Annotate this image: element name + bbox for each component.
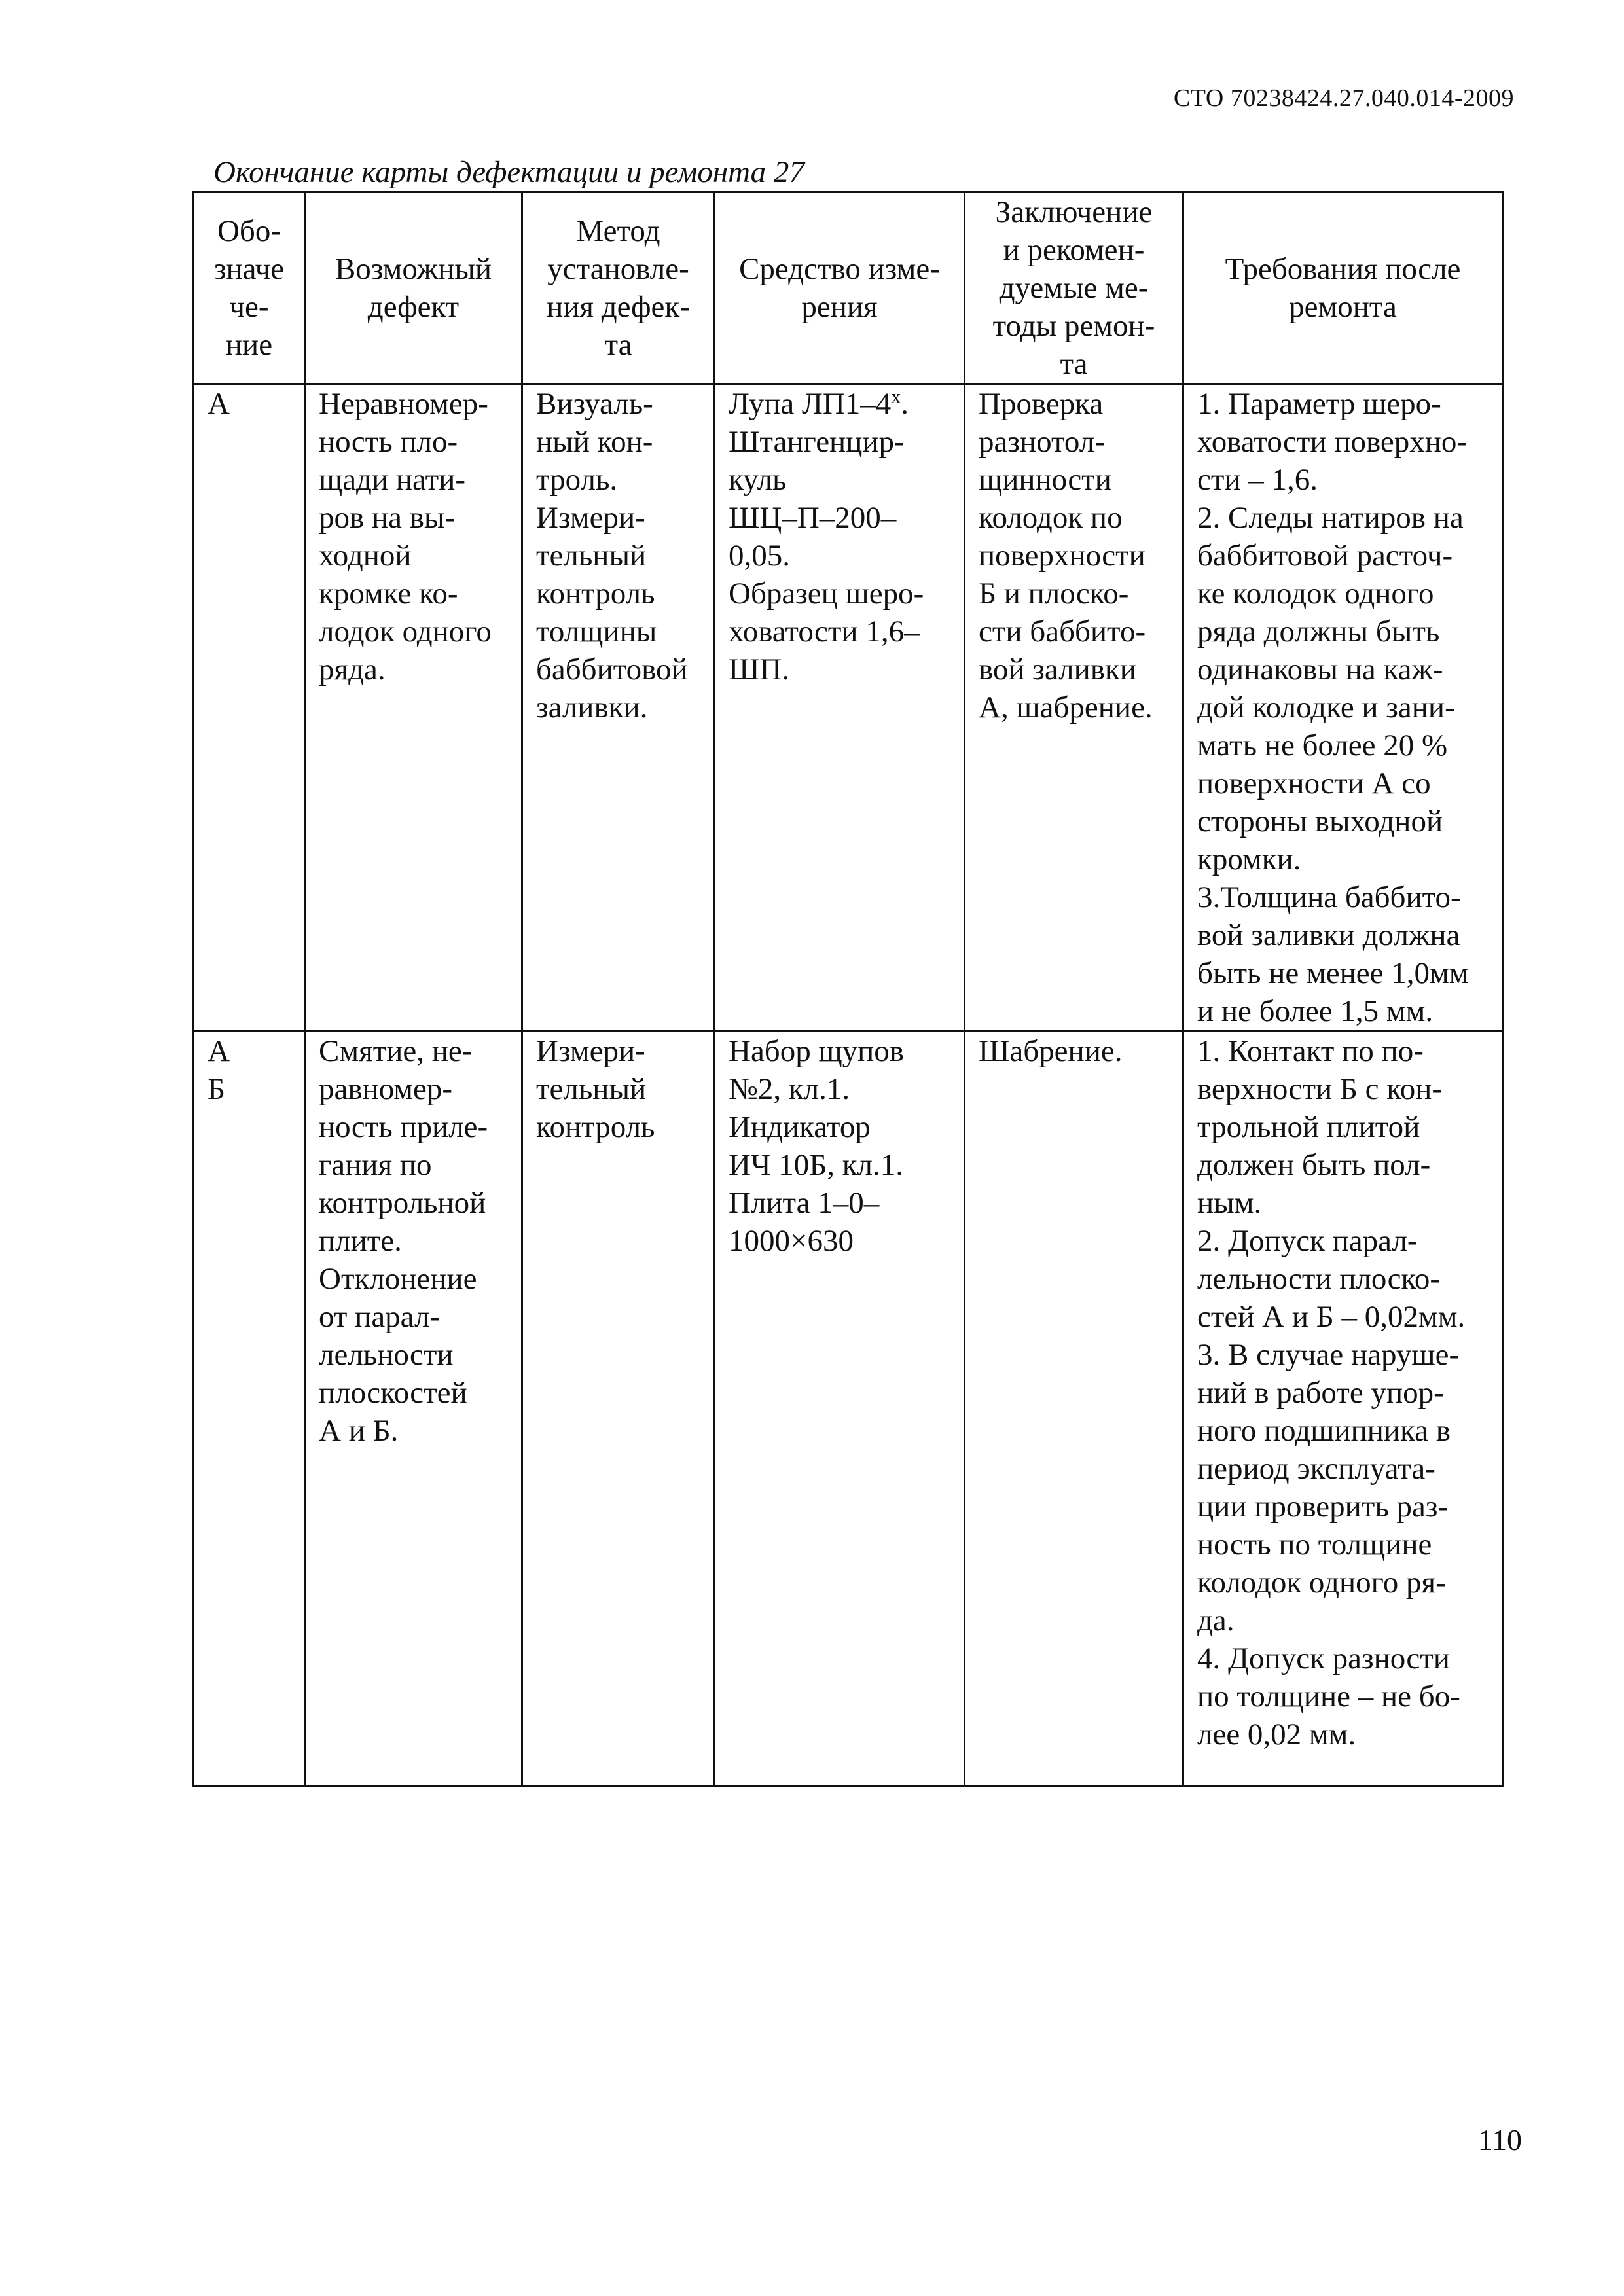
table-header-row xyxy=(194,192,1503,384)
document-code: СТО 70238424.27.040.014-2009 xyxy=(1173,84,1514,112)
cell-conclusion: Проверка разнотол- щинности колодок по поверхности Б и плоско- сти баббито- вой заливки А, шабрение. xyxy=(965,384,1183,1031)
table-row xyxy=(194,1031,1503,1786)
cell-requirements: 1. Контакт по по- верхности Б с кон- трольной плитой должен быть пол- ным. 2. Допуск парал- лельности плоско- стей А и Б – 0,02мм. 3. В случае наруше- ний в работе упор- ного подшипника в период эксплуата- ции проверить раз- ность по толщине колодок одного ря- да. 4. Допуск разности по толщине – не бо- лее 0,02 мм. xyxy=(1183,1031,1503,1786)
header-conclusion: Заключение и рекомен- дуемые ме- тоды ремон- та xyxy=(965,192,1183,384)
cell-designation: А Б xyxy=(194,1031,305,1786)
cell-defect: Смятие, не- равномер- ность приле- гания по контрольной плите. Отклонение от парал- лельности плоскостей А и Б. xyxy=(305,1031,522,1786)
superscript-x: х xyxy=(891,386,901,408)
header-requirements: Требования после ремонта xyxy=(1183,192,1503,384)
header-defect: Возможный дефект xyxy=(305,192,522,384)
table-row xyxy=(194,384,1503,1031)
cell-defect: Неравномер- ность пло- щади нати- ров на вы- ходной кромке ко- лодок одного ряда. xyxy=(305,384,522,1031)
cell-requirements: 1. Параметр шеро- ховатости поверхно- сти – 1,6. 2. Следы натиров на баббитовой расточ- ке колодок одного ряда должны быть одинаковы на каж- дой колодке и зани- мать не более 20 % поверхности А со стороны выходной кромки. 3.Толщина баббито- вой заливки должна быть не менее 1,0мм и не более 1,5 мм. xyxy=(1183,384,1503,1031)
header-method: Метод установле- ния дефек- та xyxy=(522,192,715,384)
cell-method: Измери- тельный контроль xyxy=(522,1031,715,1786)
cell-method: Визуаль- ный кон- троль. Измери- тельный контроль толщины баббитовой заливки. xyxy=(522,384,715,1031)
table-caption: Окончание карты дефектации и ремонта 27 xyxy=(213,155,804,189)
cell-designation: А xyxy=(194,384,305,1031)
defect-repair-table xyxy=(192,191,1504,1787)
cell-measuring-tool: Лупа $ЛП1-4^х$. Штангенцир- куль ШЦ–П–200– 0,05. Образец шеро- ховатости 1,6– ШП. xyxy=(715,384,965,1031)
header-designation: Обо- значе че- ние xyxy=(194,192,305,384)
header-measuring-tool: Средство изме- рения xyxy=(715,192,965,384)
cell-conclusion: Шабрение. xyxy=(965,1031,1183,1786)
page-number: 110 xyxy=(1477,2123,1522,2157)
cell-measuring-tool: Набор щупов №2, кл.1. Индикатор ИЧ 10Б, кл.1. Плита 1–0– 1000×630 xyxy=(715,1031,965,1786)
